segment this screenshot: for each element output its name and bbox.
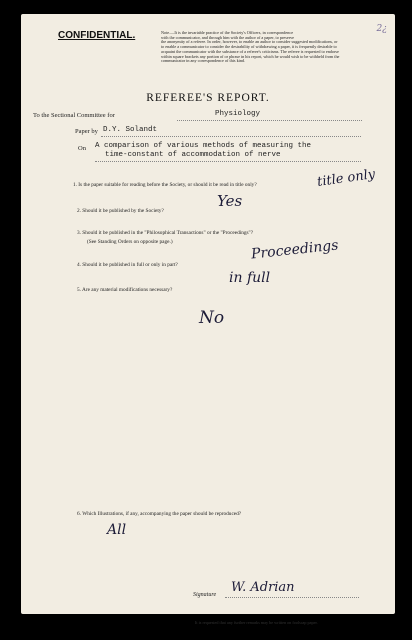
question-3: 3. Should it be published in the "Philosophical Transactions" or the "Proceedings"? [77,230,254,236]
note-line: the anonymity of a referee. In order, however, to enable an author to consider suggested modifications, or [161,40,338,45]
note-line: to enable a communicator to consider the desirability of withdrawing a paper, it is frequently desirable to [161,45,337,50]
paper-by-rule [101,136,361,137]
question-2: 2. Should it be published by the Society? [77,208,164,214]
signature-rule [225,597,359,598]
note-line: Note.—It is the invariable practice of the Society's Officers, in correspondence [161,31,294,35]
on-label: On [78,145,86,152]
answer-5: No [199,308,225,328]
signature-label: Signature [193,592,217,598]
committee-value: Physiology [215,110,261,118]
paper-by-label: Paper by [75,128,98,135]
page-number: 2¿ [376,24,387,34]
referee-report-sheet [21,14,395,625]
question-6: 6. Which Illustrations, if any, accompanying the paper should be reproduced? [77,511,242,517]
committee-rule [177,120,362,121]
note-line: communicator in any correspondence of this kind. [161,59,246,64]
answer-3: Proceedings [250,237,340,263]
note-line: within square brackets any portion of or phrase in his report, which he would wish to be withheld from the [161,54,340,59]
committee-label: To the Sectional Committee for [33,112,115,119]
question-3-note: (See Standing Orders on opposite page.) [87,239,173,245]
confidential-heading: CONFIDENTIAL. [58,30,136,41]
on-line-2: time-constant of accommodation of nerve [105,151,281,159]
answer-2: Yes [217,192,243,210]
report-title: REFEREE'S REPORT. [146,92,270,104]
answer-1: title only [316,167,377,190]
note-line: acquaint the communicator with the substance of a referee's criticisms. The referee is requested to endorse [161,49,339,54]
answer-4: in full [229,270,271,286]
question-1: 1. Is the paper suitable for reading before the Society, or should it be read in title only? [73,182,257,188]
on-rule [95,161,361,162]
answer-6: All [107,522,127,538]
paper-by-value: D.Y. Solandt [103,126,158,134]
question-4: 4. Should it be published in full or only in part? [77,262,178,268]
question-5: 5. Are any material modifications necessary? [77,287,173,293]
footer-note: It is requested that any further remarks may be written on foolscap paper. [195,620,318,625]
confidentiality-note [161,31,385,64]
signature: W. Adrian [231,580,295,595]
note-line: with the communicator, and through him with the author of a paper, to preserve [161,35,295,40]
on-line-1: A comparison of various methods of measuring the [95,142,312,150]
